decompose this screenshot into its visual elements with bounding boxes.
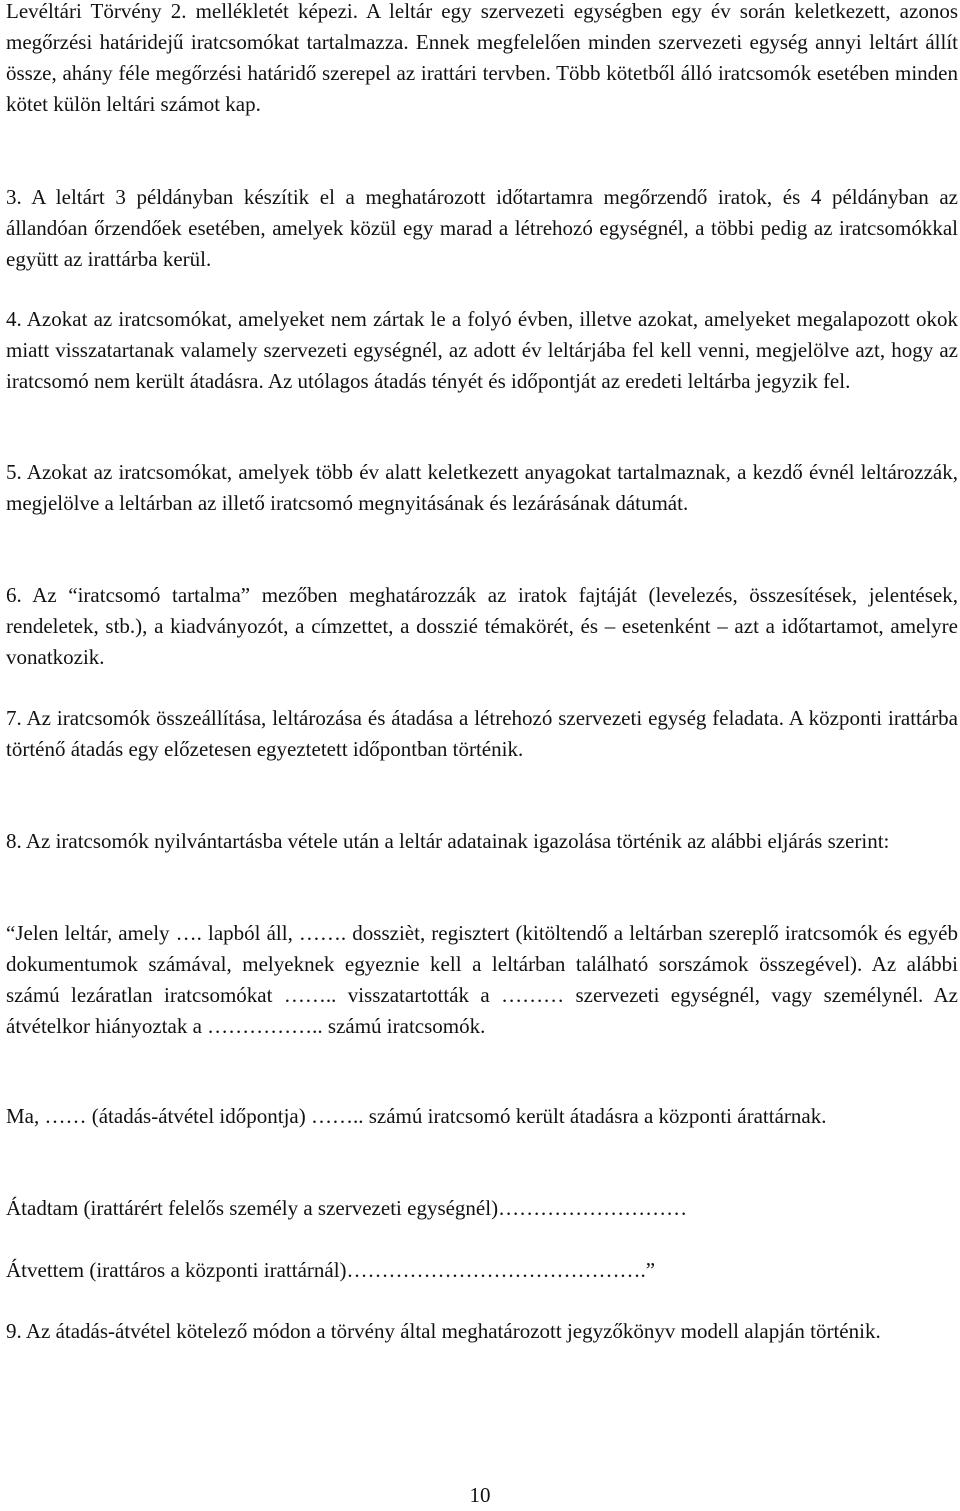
paragraph-9: 9. Az átadás-átvétel kötelező módon a törvény által meghatározott jegyzőkönyv modell alapján történik. xyxy=(6,1319,881,1343)
received-signature-line: Átvettem (irattáros a központi irattárnál)…………………………………….” xyxy=(6,1258,656,1282)
paragraph-7: 7. Az iratcsomók összeállítása, leltározása és átadása a létrehozó szervezeti egység feladata. A központi irattárba történő átadás egy előzetesen egyeztetett időpontban történik. xyxy=(6,706,958,761)
quoted-certification: “Jelen leltár, amely …. lapból áll, ……. dosszièt, regisztert (kitöltendő a leltárban szereplő iratcsomók és egyéb dokumentumok számával, melyeknek egyeznie kell a leltárban található sorszámok összegével). Az alábbi számú lezáratlan iratcsomókat …….. visszatartották a ……… szervezeti egységnél, vagy személynél. Az átvételkor hiányoztak a …………….. számú iratcsomók. xyxy=(6,921,958,1038)
paragraph-6: 6. Az “iratcsomó tartalma” mezőben meghatározzák az iratok fajtáját (levelezés, összesítések, jelentések, rendeletek, stb.), a kiadványozót, a címzettet, a dosszié témakörét, és – esetenként – azt a időtartamot, amelyre vonatkozik. xyxy=(6,583,958,669)
paragraph-8: 8. Az iratcsomók nyilvántartásba vétele után a leltár adatainak igazolása történik az alábbi eljárás szerint: xyxy=(6,829,890,853)
paragraph-4: 4. Azokat az iratcsomókat, amelyeket nem zártak le a folyó évben, illetve azokat, amelyeket megalapozott okok miatt visszatartanak valamely szervezeti egységnél, az adott év leltárjába fel kell venni, megjelölve azt, hogy az iratcsomó nem került átadásra. Az utólagos átadás tényét és időpontját az eredeti leltárba jegyzik fel. xyxy=(6,307,958,393)
page-number: 10 xyxy=(469,1483,491,1507)
paragraph-5: 5. Azokat az iratcsomókat, amelyek több év alatt keletkezett anyagokat tartalmaznak, a kezdő évnél leltározzák, megjelölve a leltárban az illető iratcsomó megnyitásának és lezárásának dátumát. xyxy=(6,460,958,515)
paragraph-intro: Levéltári Törvény 2. mellékletét képezi. A leltár egy szervezeti egységben egy év során keletkezett, azonos megőrzési határidejű iratcsomókat tartalmazza. Ennek megfelelően minden szervezeti egység annyi leltárt állít össze, ahány féle megőrzési határidő szerepel az irattári tervben. Több kötetből álló iratcsomók esetében minden kötet külön leltári számot kap. xyxy=(6,0,958,116)
paragraph-3: 3. A leltárt 3 példányban készítik el a meghatározott időtartamra megőrzendő iratok, és 4 példányban az állandóan őrzendőek esetében, amelyek közül egy marad a létrehozó egységnél, a többi pedig az iratcsomókkal együtt az irattárba kerül. xyxy=(6,185,958,271)
handover-date-line: Ma, …… (átadás-átvétel időpontja) …….. számú iratcsomó került átadásra a központi árattárnak. xyxy=(6,1104,827,1128)
handed-over-signature-line: Átadtam (irattárért felelős személy a szervezeti egységnél)……………………… xyxy=(6,1196,688,1220)
